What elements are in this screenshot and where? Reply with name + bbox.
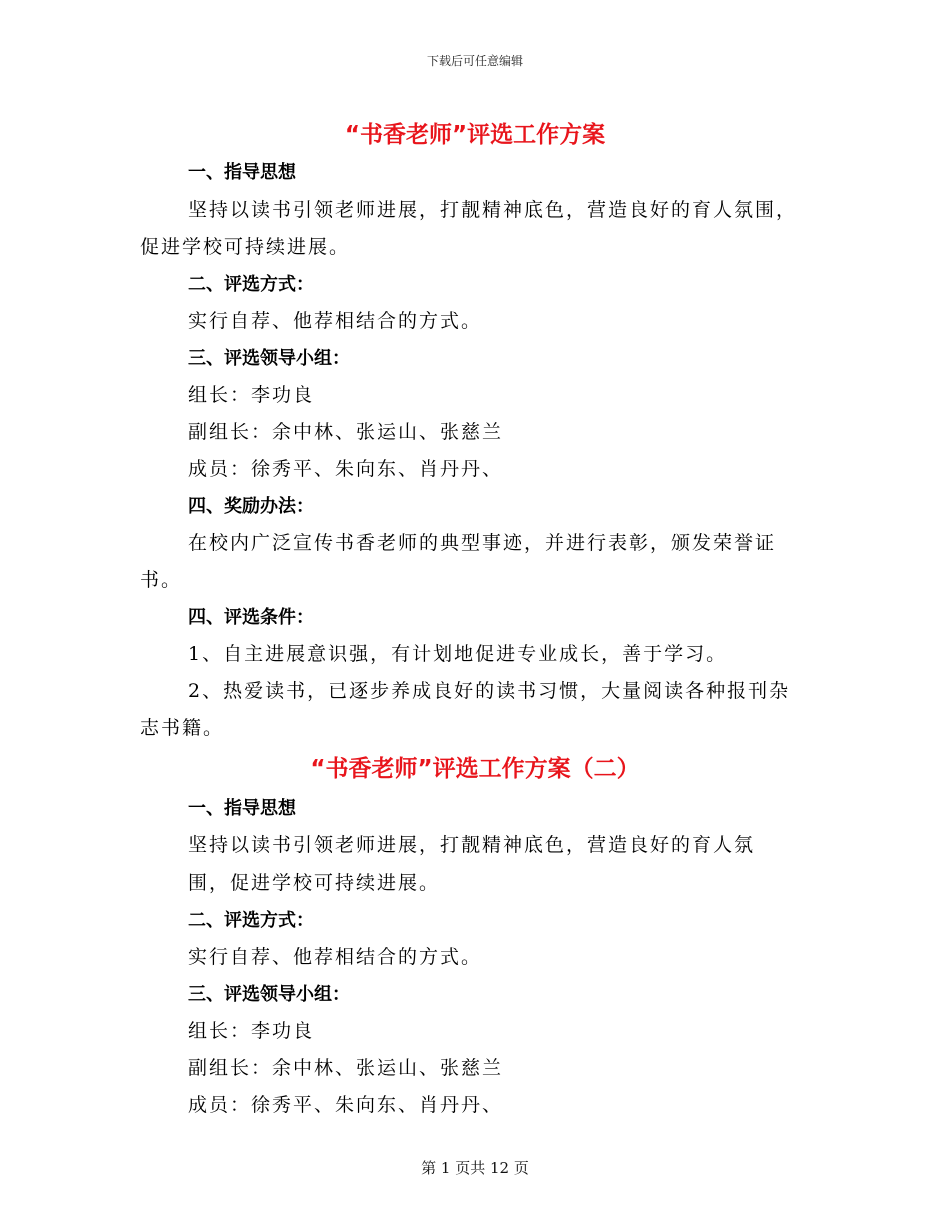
section1-condition-2-line1: 2、热爱读书，已逐步养成良好的读书习惯，大量阅读各种报刊杂 <box>188 680 791 702</box>
section1-paragraph-guiding-thought-line2: 促进学校可持续进展。 <box>140 236 351 258</box>
section2-paragraph-guiding-thought-line1: 坚持以读书引领老师进展，打靓精神底色，营造良好的育人氛 <box>188 834 756 856</box>
header-note: 下载后可任意编辑 <box>426 54 523 68</box>
section1-group-leader: 组长：李功良 <box>188 384 315 406</box>
section1-members: 成员：徐秀平、朱向东、肖丹丹、 <box>188 458 504 480</box>
section1-heading-selection-method: 二、评选方式： <box>188 274 314 295</box>
section1-paragraph-selection-method: 实行自荐、他荐相结合的方式。 <box>188 310 483 332</box>
section2-heading-selection-method: 二、评选方式： <box>188 910 314 931</box>
section2-title: “书香老师”评选工作方案（二） <box>310 756 640 782</box>
section1-deputy-leaders: 副组长：余中林、张运山、张慈兰 <box>188 421 504 443</box>
section2-members: 成员：徐秀平、朱向东、肖丹丹、 <box>188 1094 504 1116</box>
document-title: “书香老师”评选工作方案 <box>344 122 606 148</box>
section2-heading-guiding-thought: 一、指导思想 <box>188 798 296 819</box>
section1-paragraph-rewards-line2: 书。 <box>140 569 183 591</box>
section1-paragraph-guiding-thought-line1: 坚持以读书引领老师进展，打靓精神底色，营造良好的育人氛围， <box>188 199 798 221</box>
section1-paragraph-rewards-line1: 在校内广泛宣传书香老师的典型事迹，并进行表彰，颁发荣誉证 <box>188 532 777 554</box>
section2-heading-leading-group: 三、评选领导小组： <box>188 984 350 1005</box>
section1-heading-rewards: 四、奖励办法： <box>188 496 314 517</box>
section1-heading-guiding-thought: 一、指导思想 <box>188 162 296 183</box>
section2-group-leader: 组长：李功良 <box>188 1020 315 1042</box>
section1-heading-conditions: 四、评选条件： <box>188 607 314 628</box>
section1-condition-2-line2: 志书籍。 <box>140 717 225 739</box>
section1-condition-1: 1、自主进展意识强，有计划地促进专业成长，善于学习。 <box>188 643 728 665</box>
section2-paragraph-selection-method: 实行自荐、他荐相结合的方式。 <box>188 946 483 968</box>
section2-deputy-leaders: 副组长：余中林、张运山、张慈兰 <box>188 1057 504 1079</box>
section1-heading-leading-group: 三、评选领导小组： <box>188 348 350 369</box>
page-footer: 第 1 页共 12 页 <box>421 1159 529 1177</box>
section2-paragraph-guiding-thought-line2: 围，促进学校可持续进展。 <box>188 872 441 894</box>
